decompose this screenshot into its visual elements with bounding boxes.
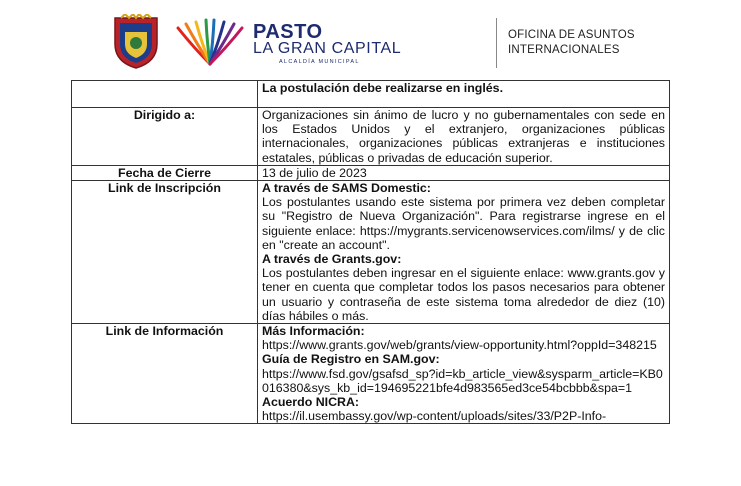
brand-tagline: ALCALDÍA MUNICIPAL <box>279 59 360 65</box>
office-name-line2: INTERNACIONALES <box>508 44 620 56</box>
mas-info-title: Más Información: <box>262 324 365 339</box>
mas-info-link[interactable]: https://www.grants.gov/web/grants/view-opportunity.html?oppId=348215 <box>262 338 657 353</box>
document-header <box>0 0 741 80</box>
table-row <box>72 324 670 424</box>
coat-of-arms-logo <box>111 14 161 70</box>
guia-registro-link[interactable]: https://www.fsd.gov/gsafsd_sp?id=kb_article_view&sysparm_article=KB0016380&sys_kb_id=194695221bfe4d983565ed3ce54bcbbb&spa=1 <box>262 366 663 395</box>
label-dirigido: Dirigido a: <box>72 108 258 166</box>
table-row <box>72 108 670 166</box>
header-divider <box>496 18 497 68</box>
language-note: La postulación debe realizarse en inglés. <box>258 81 670 108</box>
table-row <box>72 181 670 324</box>
label-link-inscripcion: Link de Inscripción <box>72 181 258 324</box>
pasto-flame-logo <box>174 18 246 68</box>
sams-text: Los postulantes usando este sistema por primera vez deben completar su "Registro de Nueva Organización". Para registrarse ingrese en el siguiente enlace: https://mygrants.servicenowservices.com/ilms/ y de clic en "create an account". <box>262 195 665 252</box>
empty-label-cell <box>72 81 258 108</box>
grants-title: A través de Grants.gov: <box>262 252 402 267</box>
table-row <box>72 81 670 108</box>
nicra-title: Acuerdo NICRA: <box>262 395 360 410</box>
grants-text: Los postulantes deben ingresar en el siguiente enlace: www.grants.gov y tener en cuenta que completar todos los pasos necesarios para obtener un usuario y contraseña de este sistema toma alrededor de diez (10) días hábiles o más. <box>262 266 665 323</box>
inscripcion-cell <box>258 181 670 324</box>
table-row <box>72 165 670 180</box>
brand-subtitle: LA GRAN CAPITAL <box>253 40 402 57</box>
informacion-cell <box>258 324 670 424</box>
dirigido-text: Organizaciones sin ánimo de lucro y no gubernamentales con sede en los Estados Unidos y el extranjero, organizaciones públicas internacionales, organizaciones públicas extranjeras e instituciones estatales, públicas o privadas de educación superior. <box>258 108 670 166</box>
call-details-table <box>71 80 670 424</box>
nicra-link[interactable]: https://il.usembassy.gov/wp-content/uploads/sites/33/P2P-Info- <box>262 409 607 424</box>
brand-title: PASTO <box>253 21 323 43</box>
sams-title: A través de SAMS Domestic: <box>262 181 431 196</box>
label-fecha-cierre: Fecha de Cierre <box>72 165 258 180</box>
guia-registro-title: Guía de Registro en SAM.gov: <box>262 352 440 367</box>
label-link-informacion: Link de Información <box>72 324 258 424</box>
office-name-line1: OFICINA DE ASUNTOS <box>508 29 635 41</box>
fecha-cierre-value: 13 de julio de 2023 <box>258 165 670 180</box>
office-name <box>508 28 635 58</box>
